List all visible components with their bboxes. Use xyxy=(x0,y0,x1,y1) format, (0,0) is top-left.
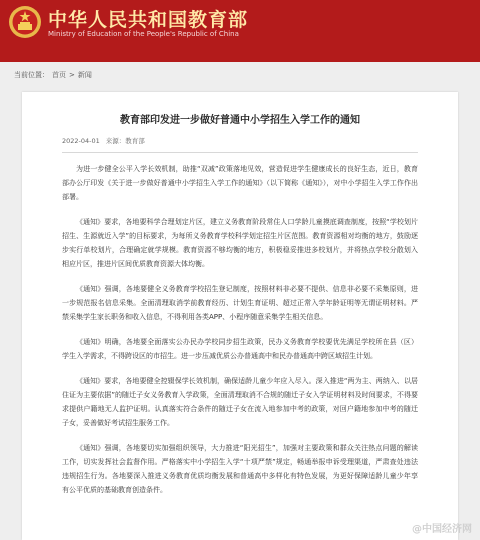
breadcrumb-news-link[interactable]: 新闻 xyxy=(77,71,92,79)
article-paragraph: 《通知》强调，各地要健全义务教育学校招生登记制度，按照材料非必要不提供、信息非必要不采集原则，进一步规范报名信息采集。全面清理取消学前教育经历、计划生育证明、超过正常入学年龄证明等无谓证明材料。严禁采集学生家长职务和收入信息，不得利用各类APP、小程序随意采集学生相关信息。 xyxy=(62,285,418,321)
article-paragraph: 《通知》要求，各地要科学合理划定片区，建立义务教育阶段常住人口学龄儿童摸底调查制度，按照“学校划片招生、生源就近入学”的目标要求，为每所义务教育学校科学划定招生片区范围。教育资源相对均衡的地方，鼓励逐步实行单校划片，合理确定就学规模。教育资源不够均衡的地方，积极稳妥推进多校划片，并将热点学校分散划入相应片区，推进片区间优质教育资源大体均衡。 xyxy=(62,218,418,268)
national-emblem-icon xyxy=(8,5,42,39)
site-title[interactable]: 中华人民共和国教育部 xyxy=(48,9,249,31)
article-title: 教育部印发进一步做好普通中小学招生入学工作的通知 xyxy=(120,115,360,126)
article-paragraph: 《通知》强调，各地要切实加强组织领导，大力推进“阳光招生”，加强对主要政策和群众关注热点问题的解读工作，切实发挥社会监督作用。严格落实中小学招生入学“十项严禁”规定，畅通举报申诉受理渠道，严肃查处违法违规招生行为。各地要深入推进义务教育优质均衡发展和普通高中多样化有特色发展，为更好保障适龄儿童少年享有公平优质的基础教育创造条件。 xyxy=(62,444,418,494)
article-meta xyxy=(62,136,151,145)
breadcrumb-home-link[interactable]: 首页 xyxy=(52,71,66,79)
breadcrumb-separator: > xyxy=(69,71,75,79)
article-source: 来源：教育部 xyxy=(105,137,145,145)
site-subtitle: Ministry of Education of the People's Republic of China xyxy=(48,30,239,38)
article-date: 2022-04-01 xyxy=(62,137,100,145)
article-body xyxy=(62,162,418,508)
title-divider xyxy=(62,152,418,153)
article-paragraph: 为进一步健全公平入学长效机制，助推“双减”政策落地见效，营造促进学生健康成长的良好生态，近日，教育部办公厅印发《关于进一步做好普通中小学招生入学工作的通知》（以下简称《通知》），对中小学招生入学工作作出部署。 xyxy=(62,165,418,201)
article-paragraph: 《通知》要求，各地要健全控辍保学长效机制，确保适龄儿童少年应入尽入。深入推进“两为主、两纳入、以居住证为主要依据”的随迁子女义务教育入学政策，全面清理取消不合规的随迁子女入学证明材料及时间要求，不得要求提供户籍地无人监护证明。认真落实符合条件的随迁子女在流入地参加中考的政策，对回户籍地参加中考的随迁子女，妥善做好考试招生服务工作。 xyxy=(62,377,418,427)
watermark: @中国经济网 xyxy=(412,524,472,535)
breadcrumb-prefix: 当前位置： xyxy=(14,71,49,79)
article-card xyxy=(22,92,458,540)
article-paragraph: 《通知》明确，各地要全面落实公办民办学校同步招生政策，民办义务教育学校要优先满足学校所在县（区）学生入学需求，不得跨设区的市招生。进一步压减优质公办普通高中和民办普通高中跨区域招生计划。 xyxy=(62,338,418,360)
site-header xyxy=(0,0,480,62)
breadcrumb xyxy=(14,70,95,80)
